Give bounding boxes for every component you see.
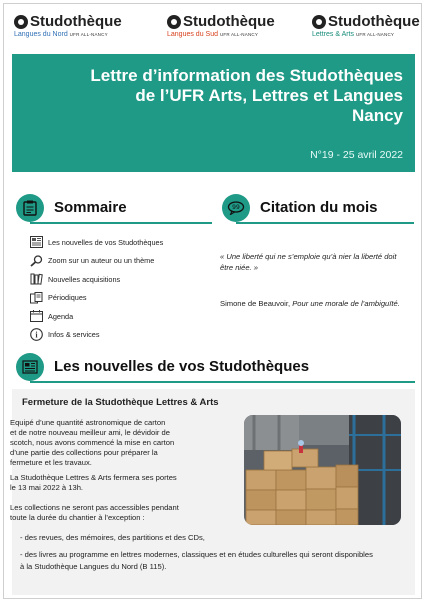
logo-tag: UFR ALL-NANCY xyxy=(219,32,259,37)
info-icon xyxy=(30,328,43,341)
text-line: et de notre nouveau meilleur ami, le dévidoir de xyxy=(10,428,170,437)
newspaper-icon xyxy=(30,236,43,249)
books-icon xyxy=(30,273,43,286)
citation-title: Citation du mois xyxy=(260,199,378,216)
toc-label: Les nouvelles de vos Studothèques xyxy=(48,237,164,247)
quote-work: Pour une morale de l’ambiguïté. xyxy=(292,299,400,308)
quote-text: « Une liberté qui ne s’emploie qu’à nier la liberté doit être niée. » xyxy=(220,252,397,272)
title-line: Lettre d’information des Studothèques xyxy=(90,66,403,85)
nouvelles-heading xyxy=(16,353,415,383)
text-line: à la Studothèque Langues du Nord (B 115). xyxy=(20,562,167,571)
title-banner xyxy=(12,54,415,172)
text-line: Les collections ne seront pas accessibles pendant xyxy=(10,503,179,512)
speech-bubble-icon xyxy=(222,194,250,222)
toc-label: Zoom sur un auteur ou un thème xyxy=(48,256,155,266)
logo-brand: Studothèque xyxy=(328,13,420,30)
issue-number-date: N°19 - 25 avril 2022 xyxy=(310,149,403,161)
text-line: La Studothèque Lettres & Arts fermera ses portes xyxy=(10,473,177,482)
article-paragraph-2 xyxy=(10,473,177,493)
logo-tag: UFR ALL-NANCY xyxy=(69,32,108,37)
toc-item-nouvelles[interactable] xyxy=(30,233,210,252)
toc-label: Périodiques xyxy=(48,293,87,303)
quote-author: Simone de Beauvoir, xyxy=(220,299,293,308)
newspaper-icon xyxy=(16,353,44,381)
heading-rule xyxy=(30,381,415,383)
toc-label: Nouvelles acquisitions xyxy=(48,274,121,284)
article-paragraph-1 xyxy=(10,418,174,468)
magnifier-icon xyxy=(30,254,43,267)
logo-brand: Studothèque xyxy=(183,13,275,30)
boxes-photo xyxy=(244,415,401,525)
logo-name: Langues du Nord xyxy=(14,31,68,38)
sommaire-title: Sommaire xyxy=(54,199,127,216)
newsletter-title xyxy=(23,66,403,126)
text-line: d’une partie des collections pour préparer la xyxy=(10,448,158,457)
logo-name: Lettres & Arts xyxy=(312,31,355,38)
heading-rule xyxy=(30,222,212,224)
heading-rule xyxy=(236,222,414,224)
toc-label: Infos & services xyxy=(48,330,100,340)
title-line: de l’UFR Arts, Lettres et Langues xyxy=(135,86,403,105)
logo-lettres-arts[interactable] xyxy=(312,14,422,38)
text-line: Equipé d’une quantité astronomique de carton xyxy=(10,418,166,427)
toc-item-infos[interactable] xyxy=(30,326,210,345)
nouvelles-title: Les nouvelles de vos Studothèques xyxy=(54,358,310,375)
toc-item-acquisitions[interactable] xyxy=(30,270,210,289)
article-bullet-1 xyxy=(20,533,205,543)
article-paragraph-3 xyxy=(10,503,179,523)
studotheque-logo-icon xyxy=(14,15,28,29)
logo-langues-du-nord[interactable] xyxy=(14,14,124,38)
toc-item-agenda[interactable] xyxy=(30,307,210,326)
text-line: fermeture et les travaux. xyxy=(10,458,92,467)
studotheque-logo-icon xyxy=(167,15,181,29)
header-logos xyxy=(0,14,427,52)
logo-brand: Studothèque xyxy=(30,13,122,30)
logo-langues-du-sud[interactable] xyxy=(167,14,277,38)
svg-text:i: i xyxy=(35,330,38,340)
studotheque-logo-icon xyxy=(312,15,326,29)
article-bullet-2 xyxy=(20,549,410,573)
text-line: - des livres au programme en lettres modernes, classiques et en études culturelles qui seront disponibles xyxy=(20,550,373,559)
magazines-icon xyxy=(30,291,43,304)
toc-label: Agenda xyxy=(48,311,74,321)
sommaire-heading xyxy=(16,194,212,224)
citation-heading xyxy=(222,194,414,224)
clipboard-icon xyxy=(16,194,44,222)
toc-item-periodiques[interactable] xyxy=(30,289,210,308)
title-line: Nancy xyxy=(351,106,403,125)
text-line: toute la durée du chantier à l’exception : xyxy=(10,513,145,522)
toc-item-zoom[interactable] xyxy=(30,252,210,271)
text-line: le 13 mai 2022 à 13h. xyxy=(10,483,84,492)
text-line: scotch, nous avons commencé la mise en carton xyxy=(10,438,175,447)
calendar-icon xyxy=(30,310,43,323)
text-line: - des revues, des mémoires, des partitions et des CDs, xyxy=(20,533,205,542)
logo-tag: UFR ALL-NANCY xyxy=(355,32,395,37)
logo-name: Langues du Sud xyxy=(167,31,218,38)
quote-attribution xyxy=(220,299,410,310)
svg-text:99: 99 xyxy=(232,204,240,212)
article-title: Fermeture de la Studothèque Lettres & Arts xyxy=(22,397,219,408)
sommaire-list xyxy=(30,233,210,344)
